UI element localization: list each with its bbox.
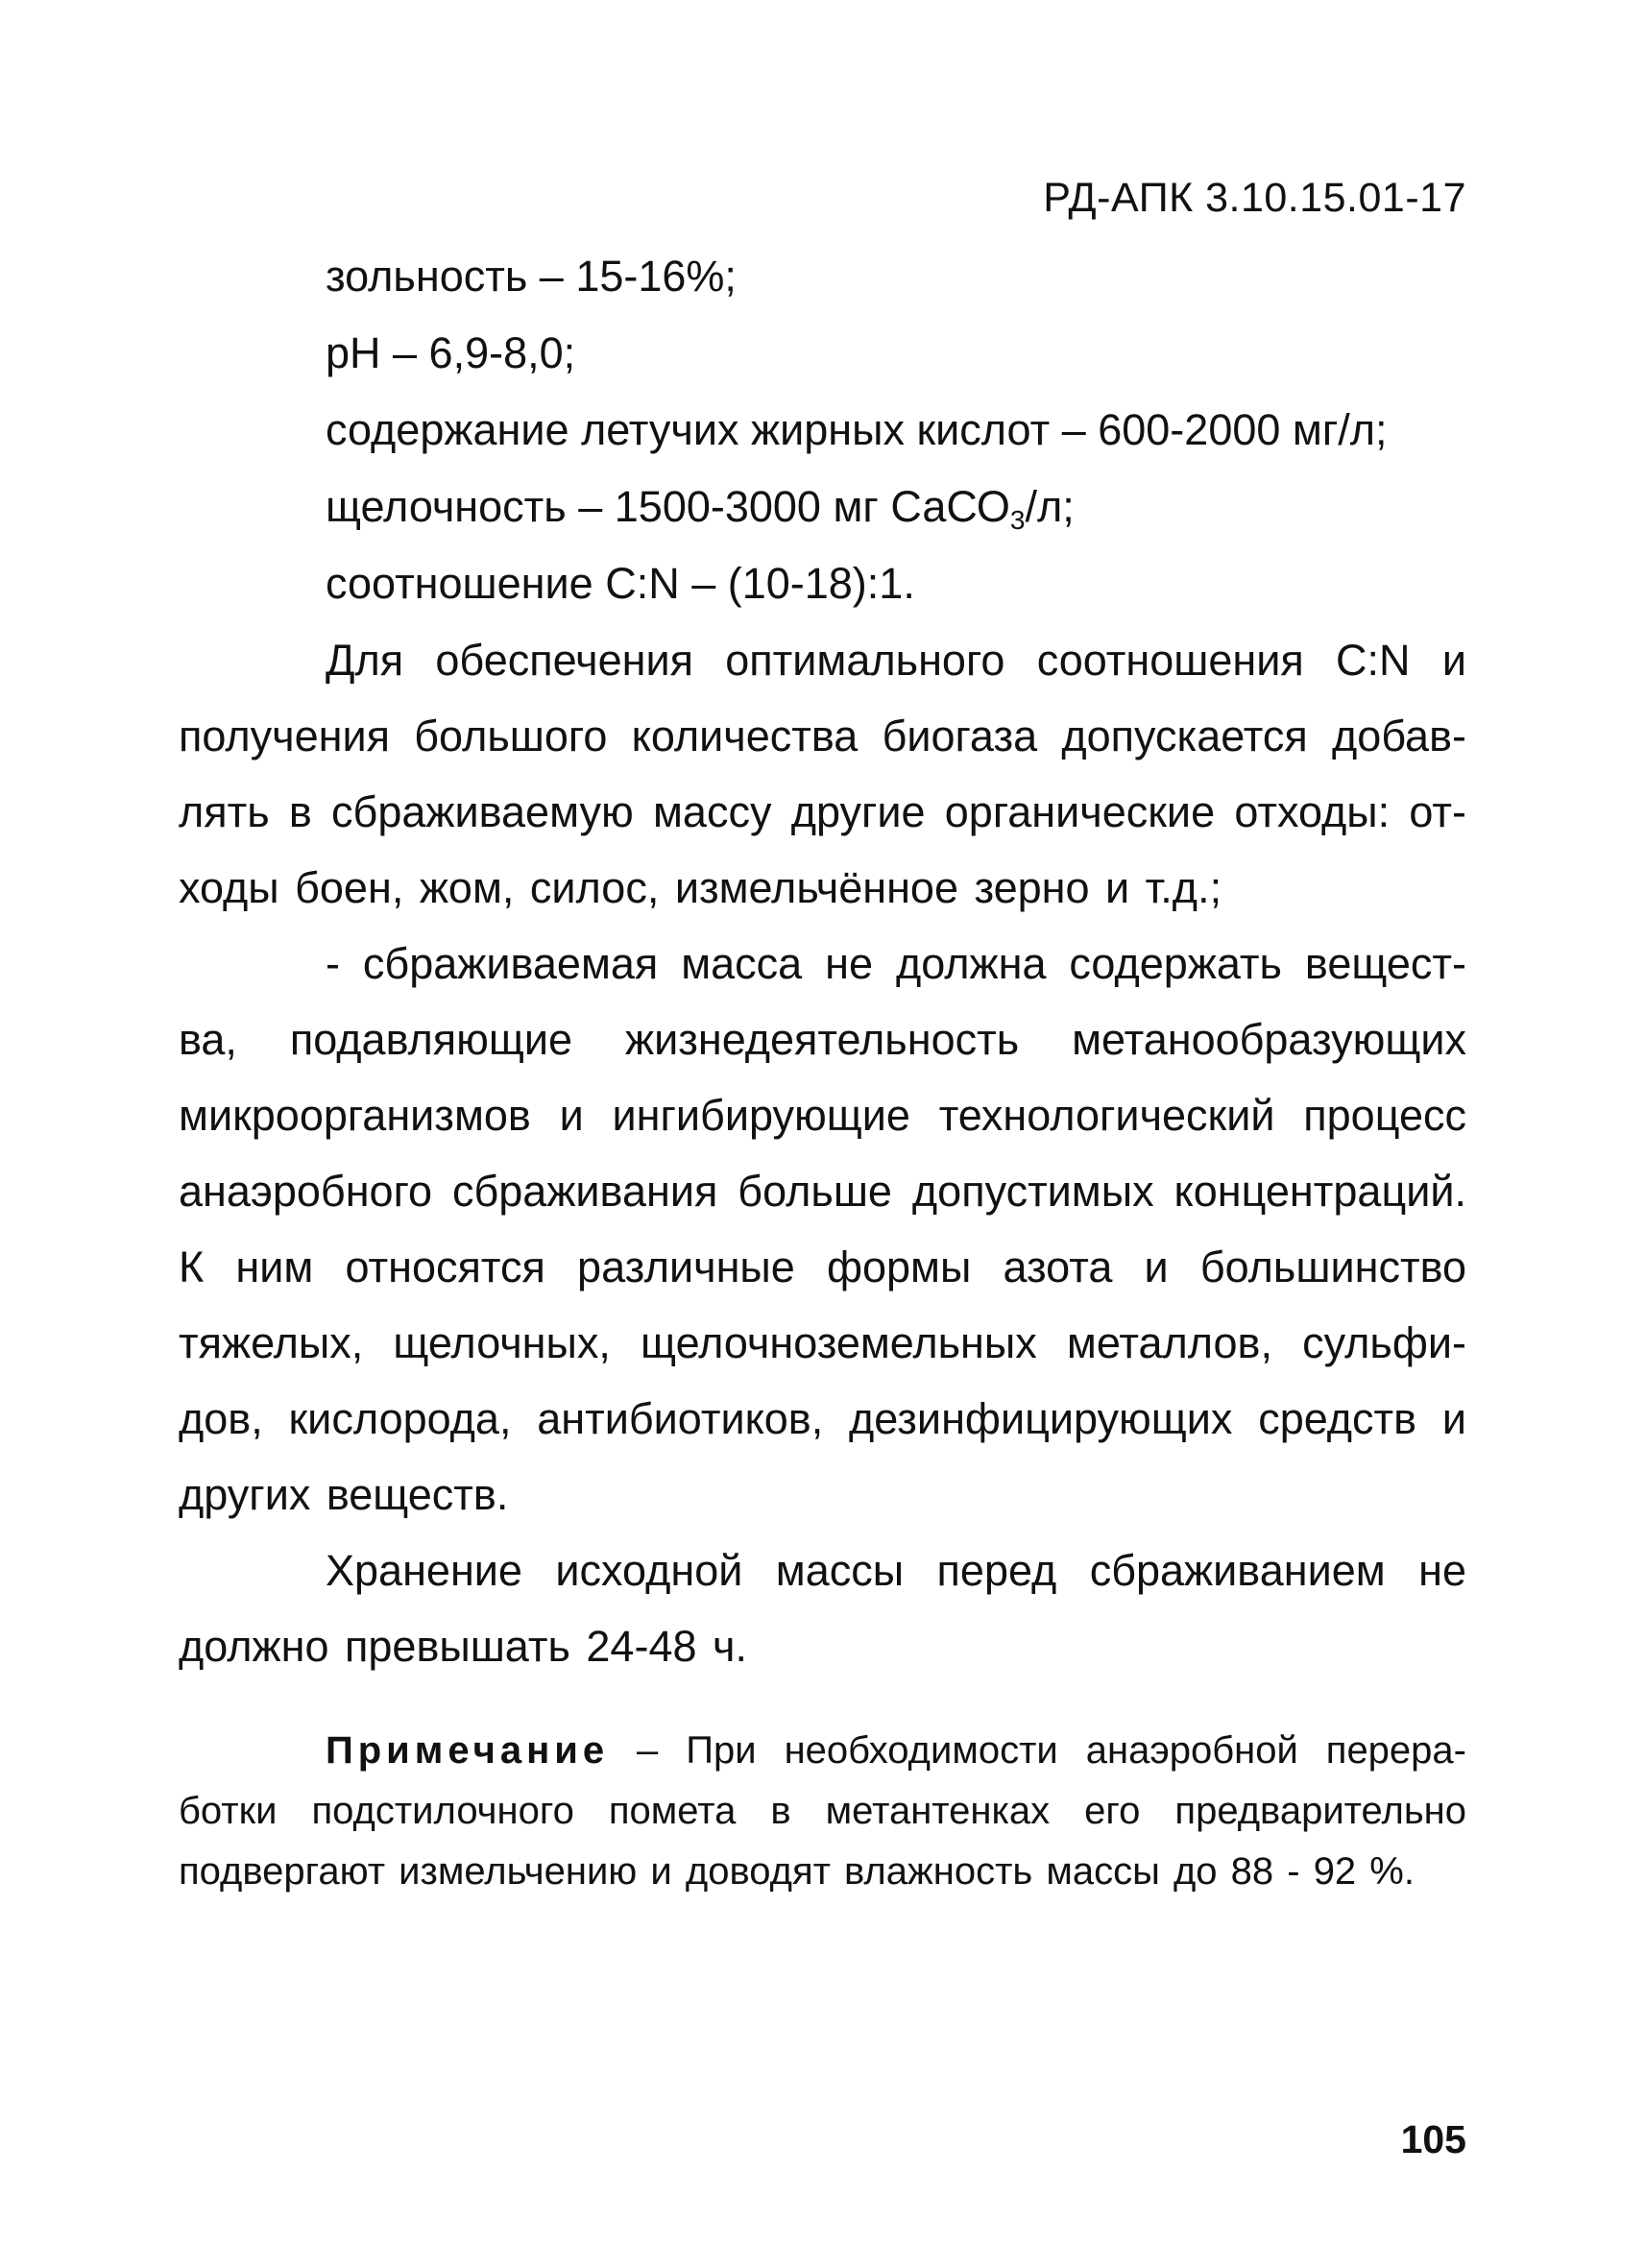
note-block: [179, 1721, 1466, 1902]
document-code: РД-АПК 3.10.15.01-17: [1043, 175, 1466, 221]
paragraph-inhibitors: - сбраживаемая масса не должна содержать вещества, подавляющие жизнедеятельность метанообразующих микроорганизмов и ингибирующие технологический процесс анаэробного сбраживания больше допустимых концентраций. К ним относятся различные формы азота и большинство тяжелых, щелочных, щелочноземельных металлов, сульфидов, кислорода, антибиотиков, дезинфицирующих средств и других веществ.: [179, 939, 1466, 1519]
spec-cn-ratio: соотношение С:N – (10-18):1.: [326, 559, 915, 608]
spec-ash-content: зольность – 15-16%;: [326, 252, 737, 301]
note-label: Примечание: [326, 1729, 610, 1772]
page-number: 105: [1400, 2117, 1466, 2161]
alkalinity-text: щелочность – 1500-3000 мг СаСО: [326, 482, 1010, 531]
alkalinity-unit: /л;: [1025, 482, 1075, 531]
spec-alkalinity: [179, 469, 1466, 545]
page-content: [179, 238, 1466, 1902]
paragraph-storage: Хранение исходной массы перед сбраживанием не должно превышать 24-48 ч.: [179, 1546, 1466, 1671]
alkalinity-subscript: 3: [1009, 505, 1026, 535]
spec-ph: рН – 6,9-8,0;: [326, 328, 576, 377]
note-text: – При необходимости анаэробной переработки подстилочного помета в метантенках его предварительно подвергают измельчению и доводят влажность массы до 88 - 92 %.: [179, 1729, 1466, 1893]
paragraph-cn-ratio: Для обеспечения оптимального соотношения С:N и получения большого количества биогаза допускается добавлять в сбраживаемую массу другие органические отходы: отходы боен, жом, силос, измельчённое зерно и т.д.;: [179, 636, 1466, 912]
spec-volatile-fatty-acids: содержание летучих жирных кислот – 600-2000 мг/л;: [326, 405, 1388, 454]
